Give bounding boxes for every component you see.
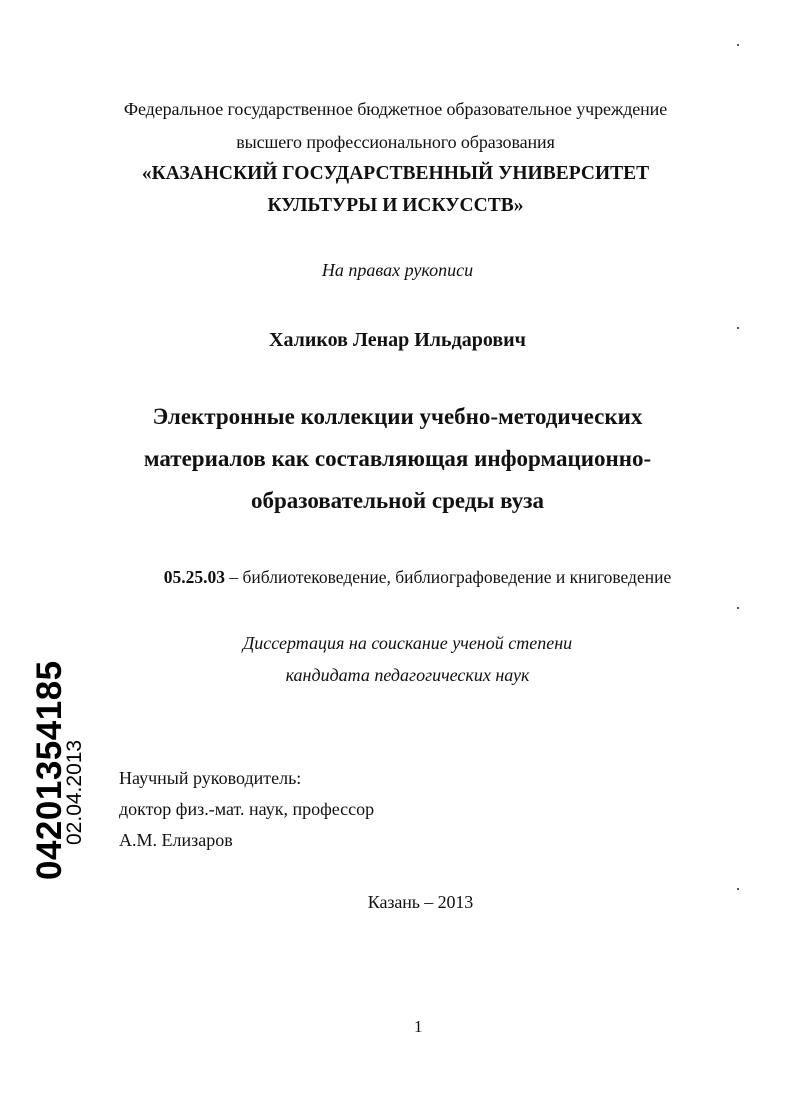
scan-speck xyxy=(737,888,739,890)
scan-speck xyxy=(737,607,739,609)
scan-speck xyxy=(737,327,739,329)
author-name: Халиков Ленар Ильдарович xyxy=(269,329,526,351)
supervisor-degree: доктор физ.-мат. наук, профессор xyxy=(119,799,375,819)
library-stamp-code: 04201354185 xyxy=(30,660,69,880)
university-name-line-1: «КАЗАНСКИЙ ГОСУДАРСТВЕННЫЙ УНИВЕРСИТЕТ xyxy=(141,163,650,184)
library-stamp-date: 02.04.2013 xyxy=(63,739,86,845)
university-name-line-2: КУЛЬТУРЫ И ИСКУССТВ» xyxy=(267,195,524,216)
specialty-text: – библиотековедение, библиографоведение и книговедение xyxy=(225,567,672,587)
institution-line-2: высшего профессионального образования xyxy=(236,132,555,152)
title-line-2: материалов как составляющая информационно- xyxy=(143,446,652,471)
supervisor-label: Научный руководитель: xyxy=(119,768,302,788)
degree-line-2: кандидата педагогических наук xyxy=(285,665,530,685)
degree-line-1: Диссертация на соискание ученой степени xyxy=(242,633,573,653)
title-line-3: образовательной среды вуза xyxy=(250,488,545,513)
specialty-code: 05.25.03 xyxy=(163,567,226,587)
place-year: Казань – 2013 xyxy=(367,892,474,912)
title-line-1: Электронные коллекции учебно-методических xyxy=(152,404,643,429)
page-number: 1 xyxy=(414,1017,423,1036)
manuscript-note: На правах рукописи xyxy=(321,260,474,280)
scan-speck xyxy=(737,44,739,46)
institution-line-1: Федеральное государственное бюджетное образовательное учреждение xyxy=(123,99,668,119)
supervisor-name: А.М. Елизаров xyxy=(119,830,233,850)
specialty-line xyxy=(22,567,791,588)
